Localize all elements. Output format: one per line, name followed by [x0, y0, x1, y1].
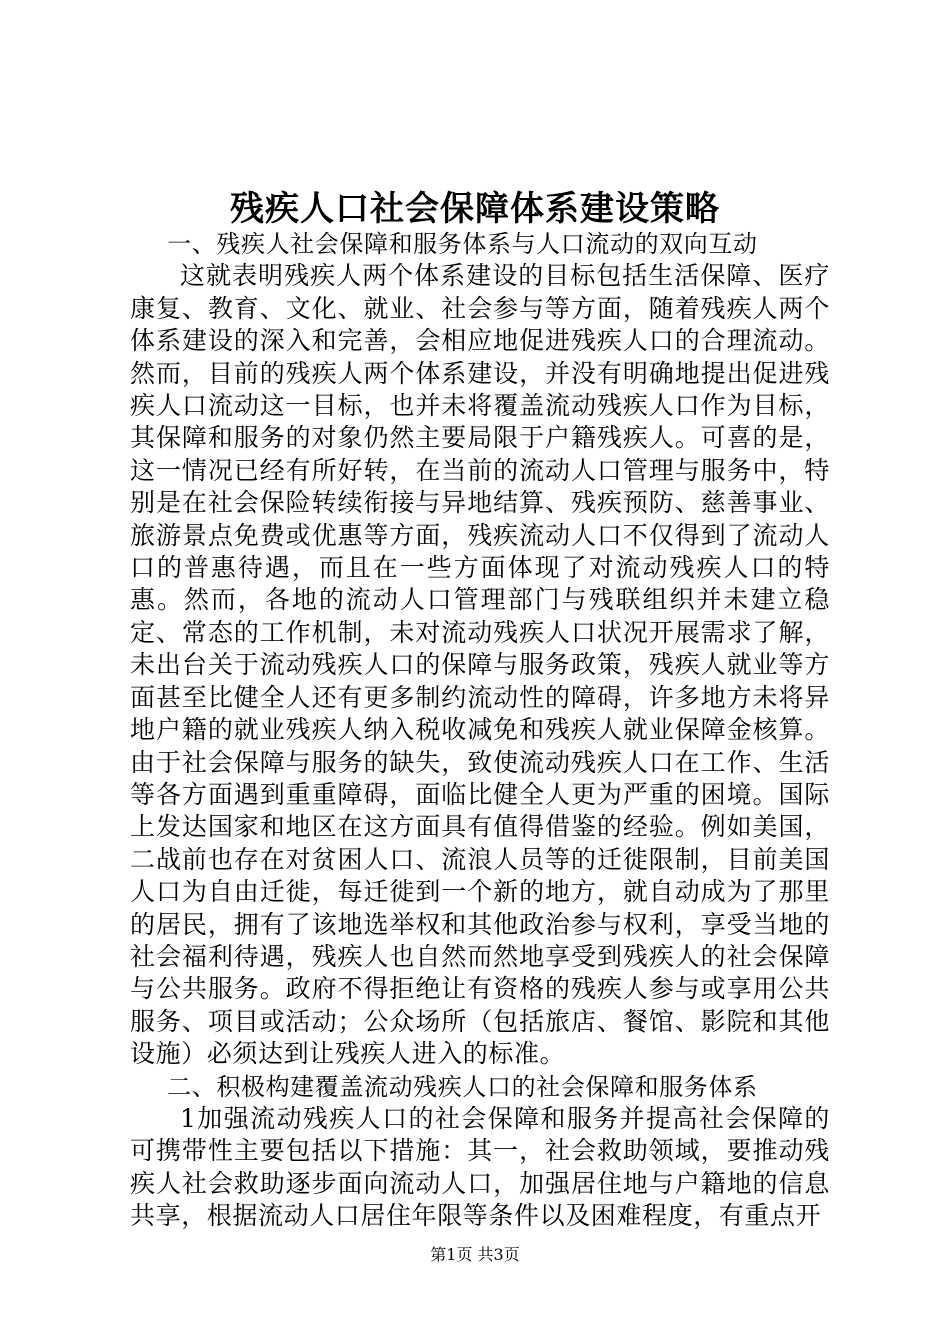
section-heading-2: 二、积极构建覆盖流动残疾人口的社会保障和服务体系 [167, 1072, 758, 1101]
document-title: 残疾人口社会保障体系建设策略 [230, 189, 720, 229]
body-paragraph-2: 1加强流动残疾人口的社会保障和服务并提高社会保障的可携带性主要包括以下措施：其一，社会救助领域，要推动残疾人社会救助逐步面向流动人口，加强居住地与户籍地的信息共享，根据流动人口居住年限等条件以及困难程度，有重点开 [130, 1103, 830, 1231]
document-body [130, 228, 830, 1233]
section-heading-1: 一、残疾人社会保障和服务体系与人口流动的双向互动 [167, 230, 758, 258]
page-footer: 第1页 共3页 [430, 1245, 520, 1264]
body-paragraph-1: 这就表明残疾人两个体系建设的目标包括生活保障、医疗康复、教育、文化、就业、社会参与等方面，随着残疾人两个体系建设的深入和完善，会相应地促进残疾人口的合理流动。然而，目前的残疾人两个体系建设，并没有明确地提出促进残疾人口流动这一目标，也并未将覆盖流动残疾人口作为目标，其保障和服务的对象仍然主要局限于户籍残疾人。可喜的是，这一情况已经有所好转，在当前的流动人口管理与服务中，特别是在社会保险转续衔接与异地结算、残疾预防、慈善事业、旅游景点免费或优惠等方面，残疾流动人口不仅得到了流动人口的普惠待遇，而且在一些方面体现了对流动残疾人口的特惠。然而，各地的流动人口管理部门与残联组织并未建立稳定、常态的工作机制，未对流动残疾人口状况开展需求了解，未出台关于流动残疾人口的保障与服务政策，残疾人就业等方面甚至比健全人还有更多制约流动性的障碍，许多地方未将异地户籍的就业残疾人纳入税收减免和残疾人就业保障金核算。由于社会保障与服务的缺失，致使流动残疾人口在工作、生活等各方面遇到重重障碍，面临比健全人更为严重的困境。国际上发达国家和地区在这方面具有值得借鉴的经验。例如美国，二战前也存在对贫困人口、流浪人员等的迁徙限制，目前美国人口为自由迁徙，每迁徙到一个新的地方，就自动成为了那里的居民，拥有了该地选举权和其他政治参与权利，享受当地的社会福利待遇，残疾人也自然而然地享受到残疾人的社会保障与公共服务。政府不得拒绝让有资格的残疾人参与或享用公共服务、项目或活动；公众场所（包括旅店、餐馆、影院和其他设施）必须达到让残疾人进入的标准。 [130, 261, 830, 1069]
